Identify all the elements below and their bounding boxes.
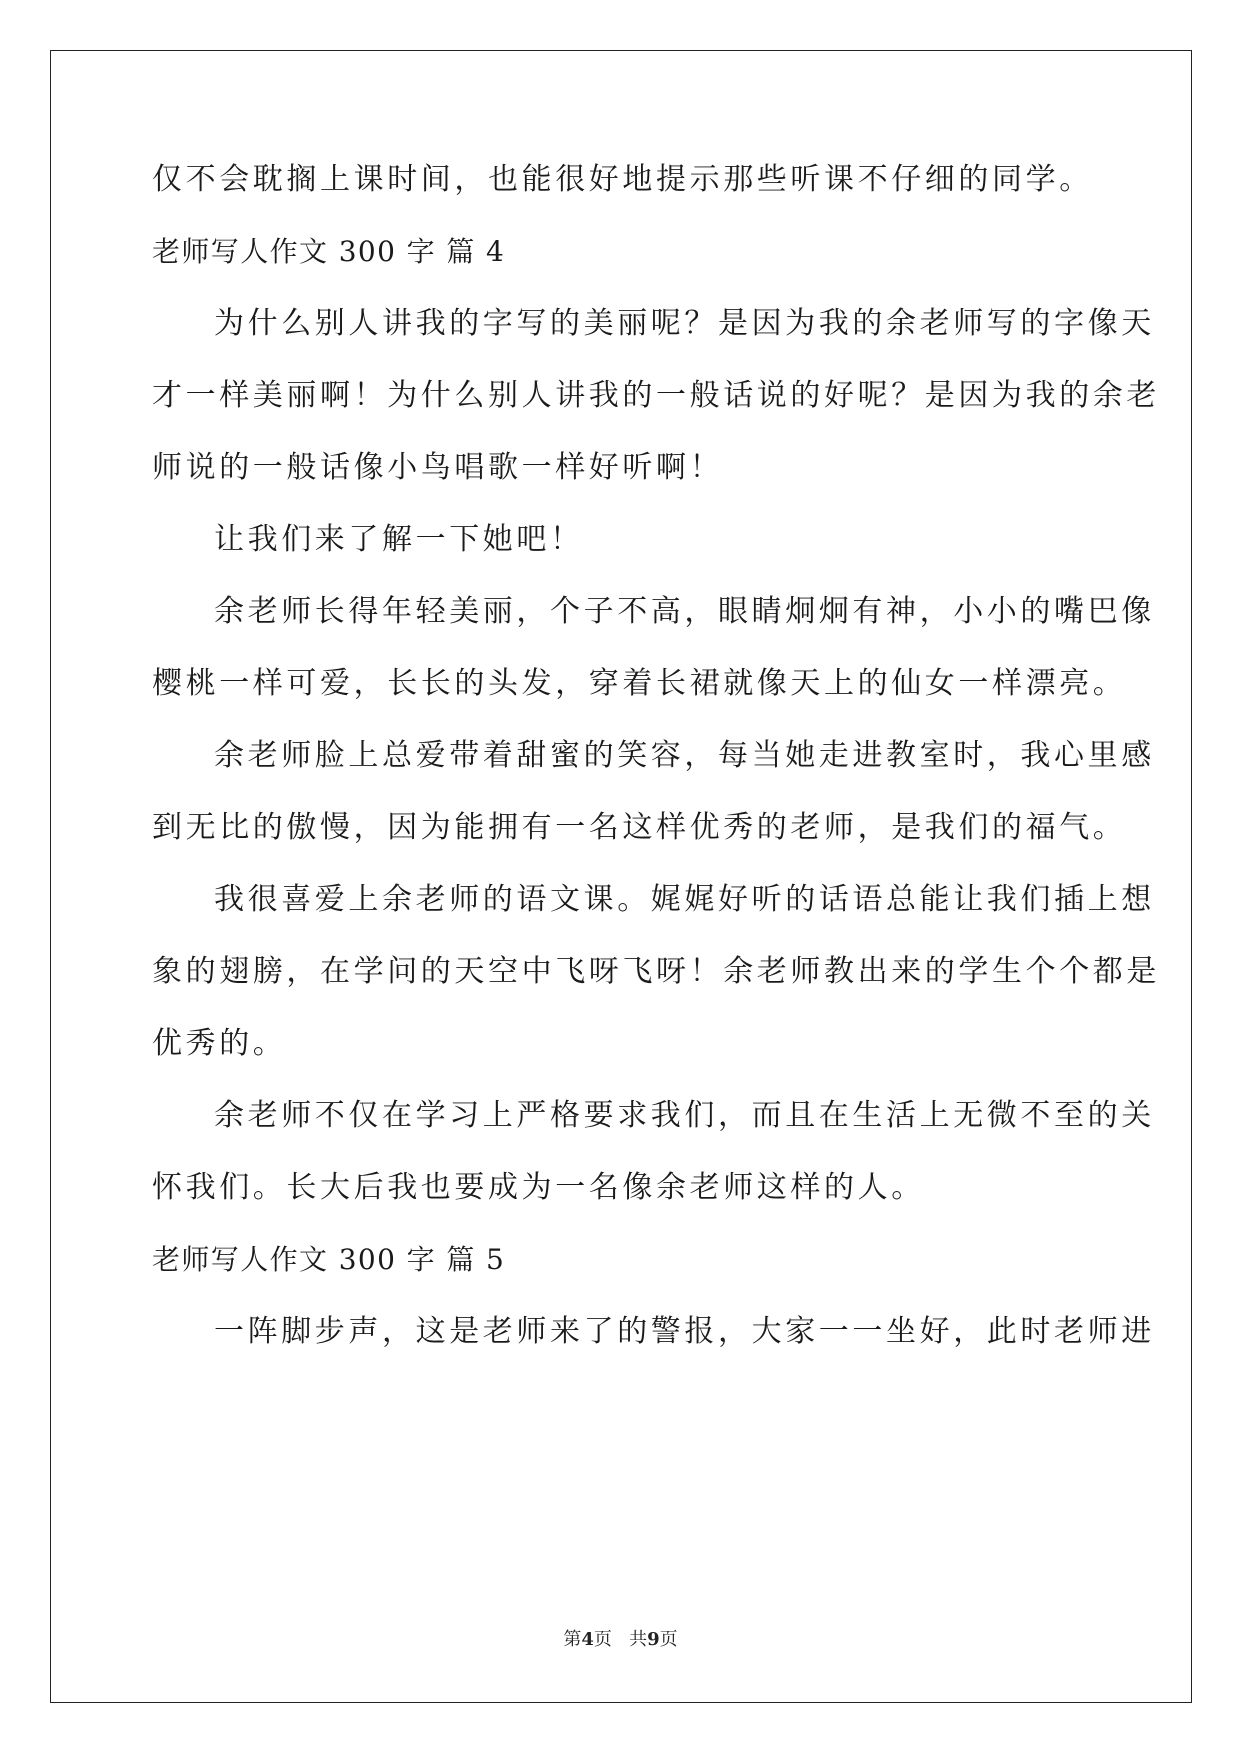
paragraph-line: 师说的一般话像小鸟唱歌一样好听啊！ (152, 450, 724, 485)
paragraph-line: 怀我们。长大后我也要成为一名像余老师这样的人。 (152, 1170, 925, 1205)
paragraph-line: 优秀的。 (152, 1026, 287, 1061)
paragraph-line: 余老师脸上总爱带着甜蜜的笑容，每当她走进教室时，我心里感 (214, 738, 1155, 773)
paragraph-line: 让我们来了解一下她吧！ (214, 522, 584, 557)
total-page-number: 9 (647, 1629, 660, 1650)
paragraph-line: 我很喜爱上余老师的语文课。娓娓好听的话语总能让我们插上想 (214, 882, 1155, 917)
footer-prefix: 第 (563, 1629, 582, 1650)
section-heading: 老师写人作文 300 字 篇 4 (152, 235, 506, 268)
section-heading: 老师写人作文 300 字 篇 5 (152, 1243, 506, 1276)
paragraph-line: 余老师长得年轻美丽，个子不高，眼睛炯炯有神，小小的嘴巴像 (214, 594, 1155, 629)
paragraph-line: 到无比的傲慢，因为能拥有一名这样优秀的老师，是我们的福气。 (152, 810, 1127, 845)
paragraph-line: 才一样美丽啊！为什么别人讲我的一般话说的好呢？是因为我的余老 (152, 378, 1160, 413)
footer-total-prefix: 共 (629, 1629, 648, 1650)
paragraph-line: 樱桃一样可爱，长长的头发，穿着长裙就像天上的仙女一样漂亮。 (152, 666, 1127, 701)
paragraph-line: 为什么别人讲我的字写的美丽呢？是因为我的余老师写的字像天 (214, 306, 1155, 341)
page-footer (0, 1628, 1241, 1652)
footer-page-suffix: 页 (593, 1629, 612, 1650)
paragraph-line: 一阵脚步声，这是老师来了的警报，大家一一坐好，此时老师进 (214, 1314, 1155, 1349)
footer-total-suffix: 页 (659, 1629, 678, 1650)
paragraph-line: 仅不会耽搁上课时间，也能很好地提示那些听课不仔细的同学。 (152, 162, 1093, 197)
paragraph-line: 余老师不仅在学习上严格要求我们，而且在生活上无微不至的关 (214, 1098, 1155, 1133)
page-border (50, 50, 1192, 1703)
current-page-number: 4 (581, 1629, 594, 1650)
paragraph-line: 象的翅膀，在学问的天空中飞呀飞呀！余老师教出来的学生个个都是 (152, 954, 1160, 989)
